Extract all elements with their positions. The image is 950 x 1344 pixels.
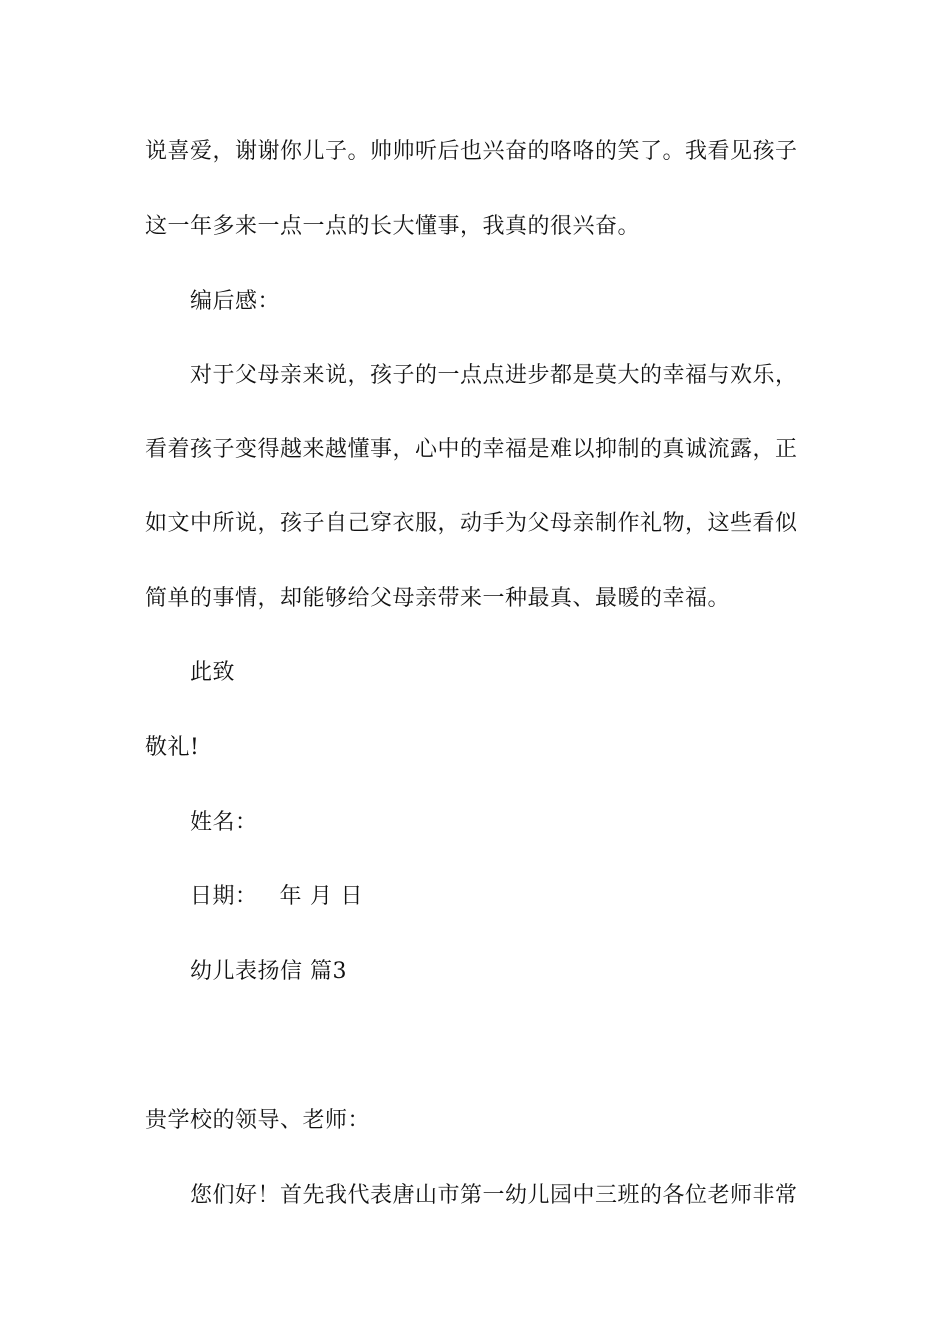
section-heading: 编后感： (190, 289, 281, 314)
paragraph-line: 对于父母亲来说，孩子的一点点进步都是莫大的幸福与欢乐， (190, 363, 798, 388)
greeting-line: 贵学校的领导、老师： (145, 1108, 371, 1133)
date-month: 月 (310, 884, 333, 909)
paragraph-line: 简单的事情，却能够给父母亲带来一种最真、最暖的幸福。 (145, 586, 731, 611)
paragraph-line: 这一年多来一点一点的长大懂事，我真的很兴奋。 (145, 214, 641, 239)
paragraph-line: 说喜爱，谢谢你儿子。帅帅听后也兴奋的咯咯的笑了。我看见孩子 (145, 139, 798, 164)
date-line (190, 882, 363, 912)
date-year: 年 (279, 884, 303, 909)
date-label: 日期： (190, 884, 258, 909)
name-line: 姓名： (190, 810, 258, 835)
date-day: 日 (340, 884, 364, 909)
section-title: 幼儿表扬信 篇3 (190, 959, 347, 984)
closing-line: 此致 (190, 660, 236, 685)
paragraph-line: 如文中所说，孩子自己穿衣服，动手为父母亲制作礼物，这些看似 (145, 511, 798, 536)
paragraph-line: 您们好！首先我代表唐山市第一幼儿园中三班的各位老师非常 (190, 1183, 798, 1208)
paragraph-line: 看着孩子变得越来越懂事，心中的幸福是难以抑制的真诚流露，正 (145, 437, 798, 462)
salutation-line: 敬礼! (145, 735, 200, 760)
